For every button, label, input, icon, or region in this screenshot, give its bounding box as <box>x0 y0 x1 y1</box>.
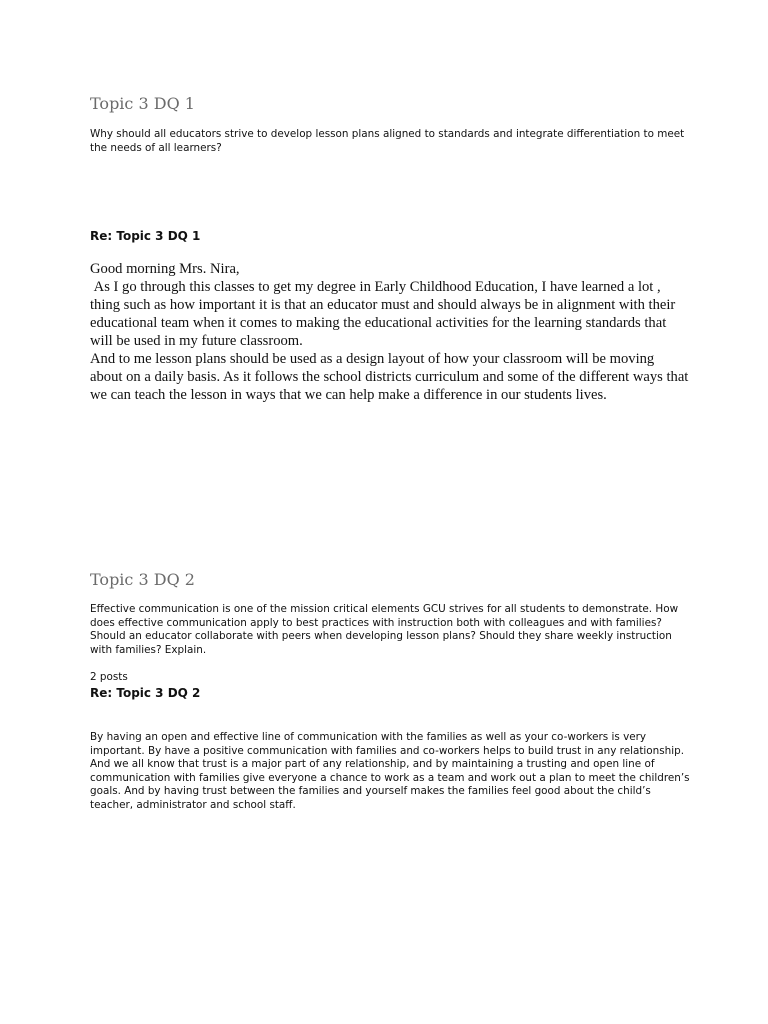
topic-1-reply-title: Re: Topic 3 DQ 1 <box>90 229 201 243</box>
topic-2-reply-title: Re: Topic 3 DQ 2 <box>90 686 201 700</box>
topic-1-title: Topic 3 DQ 1 <box>90 94 195 113</box>
topic-2-reply-body: By having an open and effective line of communication with the families as well as your co-workers is very important. By have a positive communication with families and co-workers helps to build trust in any relationship. And we all know that trust is a major part of any relationship, and by maintaining a trusting and open line of communication with families give everyone a chance to work as a team and work out a plan to meet the children’s goals. And by having trust between the families and yourself makes the families feel good about the child’s teacher, administrator and school staff. <box>90 731 690 811</box>
posts-count: 2 posts <box>90 671 128 683</box>
reply-greeting: Good morning Mrs. Nira, <box>90 261 240 277</box>
topic-1-question: Why should all educators strive to develop lesson plans aligned to standards and integrate differentiation to meet the needs of all learners? <box>90 128 685 154</box>
topic-1-reply-body <box>90 260 690 404</box>
reply-paragraph-1: As I go through this classes to get my degree in Early Childhood Education, I have learned a lot , thing such as how important it is that an educator must and should always be in alignment with their educational team when it comes to making the educational activities for the learning standards that will be used in my future classroom. <box>90 279 679 349</box>
reply-paragraph-2: And to me lesson plans should be used as a design layout of how your classroom will be moving about on a daily basis. As it follows the school districts curriculum and some of the different ways that we can teach the lesson in ways that we can help make a difference in our students lives. <box>90 351 689 403</box>
topic-2-question: Effective communication is one of the mission critical elements GCU strives for all students to demonstrate. How does effective communication apply to best practices with instruction both with colleagues and with families? Should an educator collaborate with peers when developing lesson plans? Should they share weekly instruction with families? Explain. <box>90 603 679 656</box>
topic-2-title: Topic 3 DQ 2 <box>90 570 195 589</box>
